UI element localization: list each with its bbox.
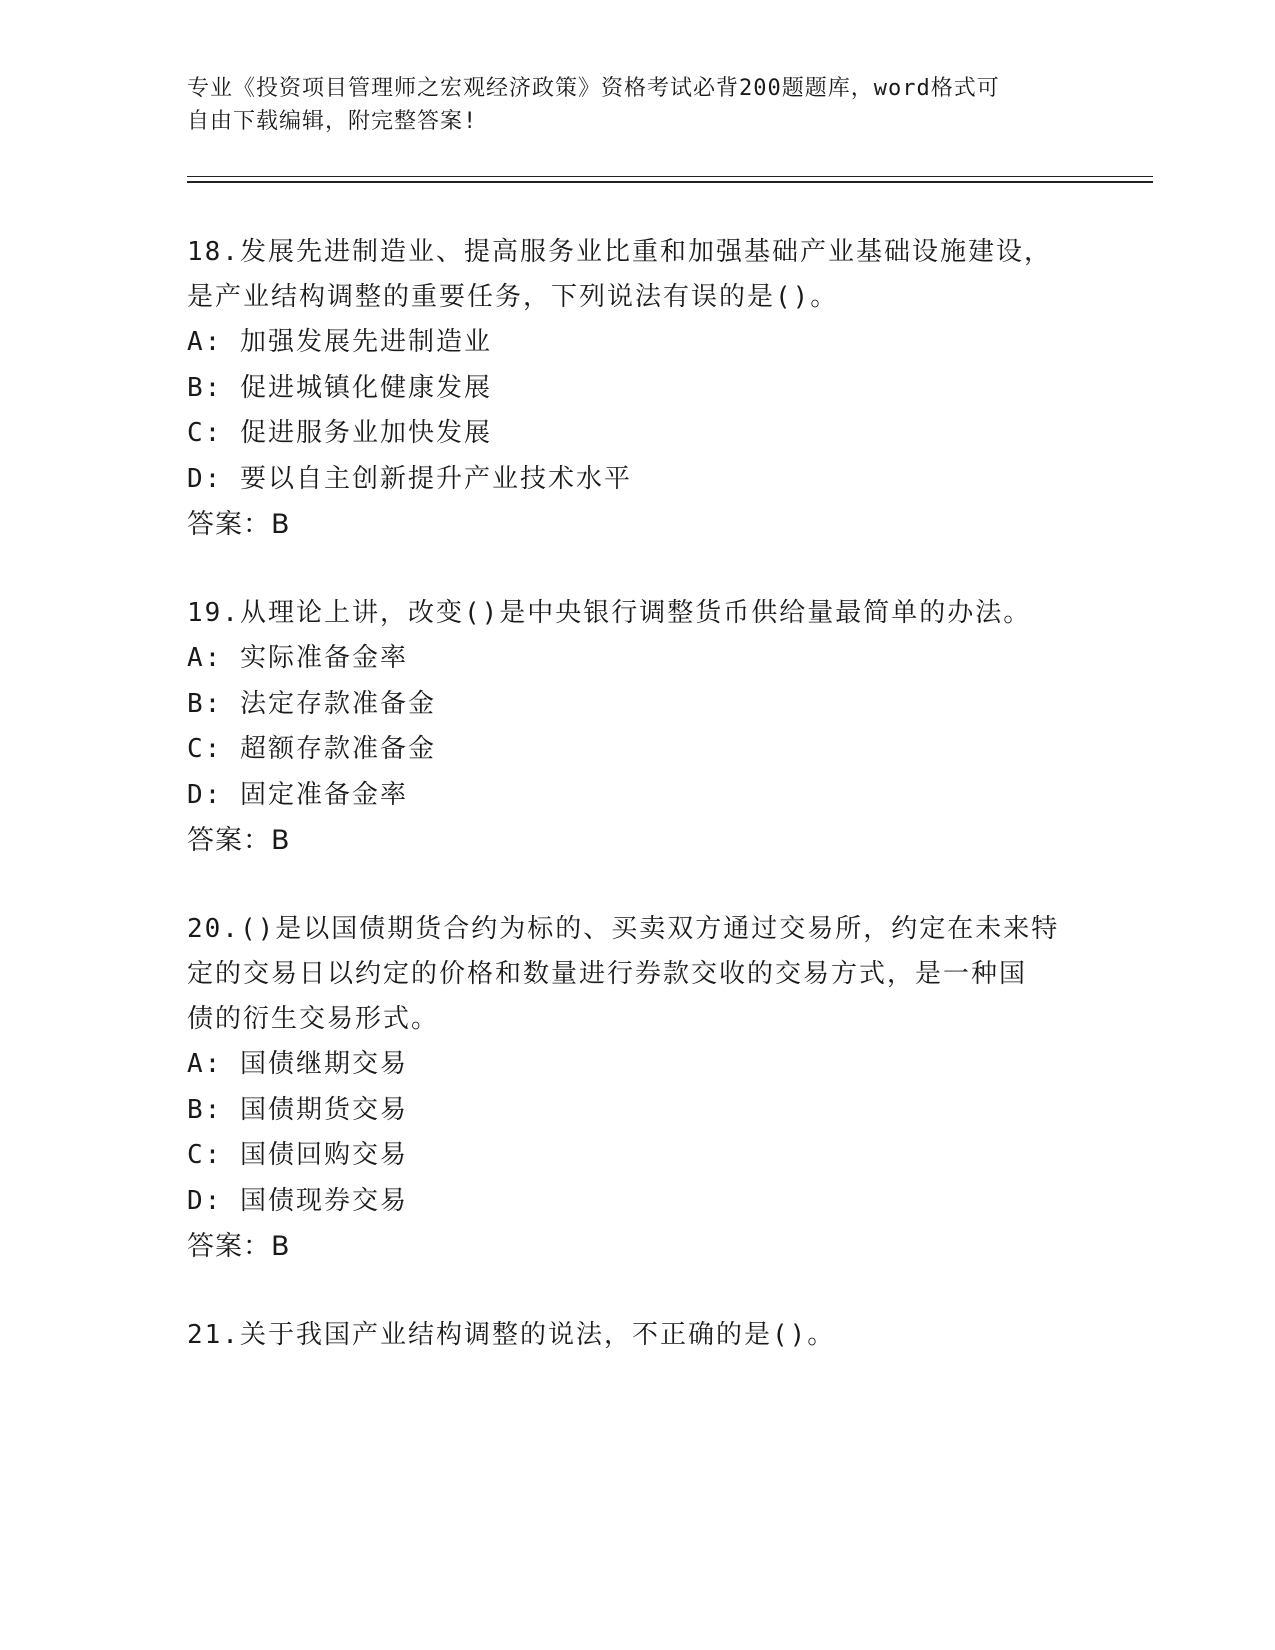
question-stem-line: 定的交易日以约定的价格和数量进行券款交收的交易方式，是一种国 [187, 959, 1028, 989]
header-line-1: 专业《投资项目管理师之宏观经济政策》资格考试必背200题题库，word格式可 [187, 76, 1000, 101]
option-b: B: 国债期货交易 [187, 1094, 408, 1125]
option-c: C: 国债回购交易 [187, 1140, 408, 1170]
question-21 [187, 1313, 1087, 1358]
option-d: D: 要以自主创新提升产业技术水平 [187, 463, 632, 494]
option-b: B: 法定存款准备金 [187, 688, 436, 719]
option-a: A: 加强发展先进制造业 [187, 327, 492, 357]
option-b: B: 促进城镇化健康发展 [187, 372, 492, 403]
question-list [187, 230, 1087, 1401]
question-20 [187, 907, 1087, 1270]
option-a: A: 国债继期交易 [187, 1049, 408, 1079]
header-divider-thick [187, 181, 1153, 183]
question-19 [187, 591, 1087, 864]
question-stem [187, 1313, 1087, 1358]
question-18 [187, 230, 1087, 548]
question-stem [187, 591, 1087, 636]
question-stem-line: 20.()是以国债期货合约为标的、买卖双方通过交易所，约定在未来特 [187, 914, 1060, 944]
question-stem-line: 19.从理论上讲，改变()是中央银行调整货币供给量最简单的办法。 [187, 598, 1032, 628]
header-divider-thin [187, 176, 1153, 177]
option-c: C: 促进服务业加快发展 [187, 418, 492, 448]
answer: 答案：B [187, 825, 291, 856]
question-stem-line: 债的衍生交易形式。 [187, 1004, 440, 1034]
question-stem-line: 21.关于我国产业结构调整的说法，不正确的是()。 [187, 1320, 836, 1350]
option-d: D: 国债现券交易 [187, 1185, 408, 1216]
question-stem [187, 907, 1087, 1042]
header-line-2: 自由下载编辑，附完整答案! [187, 109, 478, 134]
option-a: A: 实际准备金率 [187, 643, 408, 673]
question-stem-line: 是产业结构调整的重要任务，下列说法有误的是()。 [187, 282, 839, 312]
answer: 答案：B [187, 1231, 291, 1262]
option-c: C: 超额存款准备金 [187, 734, 436, 764]
option-d: D: 固定准备金率 [187, 779, 408, 810]
answer: 答案：B [187, 509, 291, 540]
question-stem [187, 230, 1087, 320]
question-stem-line: 18.发展先进制造业、提高服务业比重和加强基础产业基础设施建设， [187, 237, 1052, 267]
document-header [187, 72, 1067, 138]
